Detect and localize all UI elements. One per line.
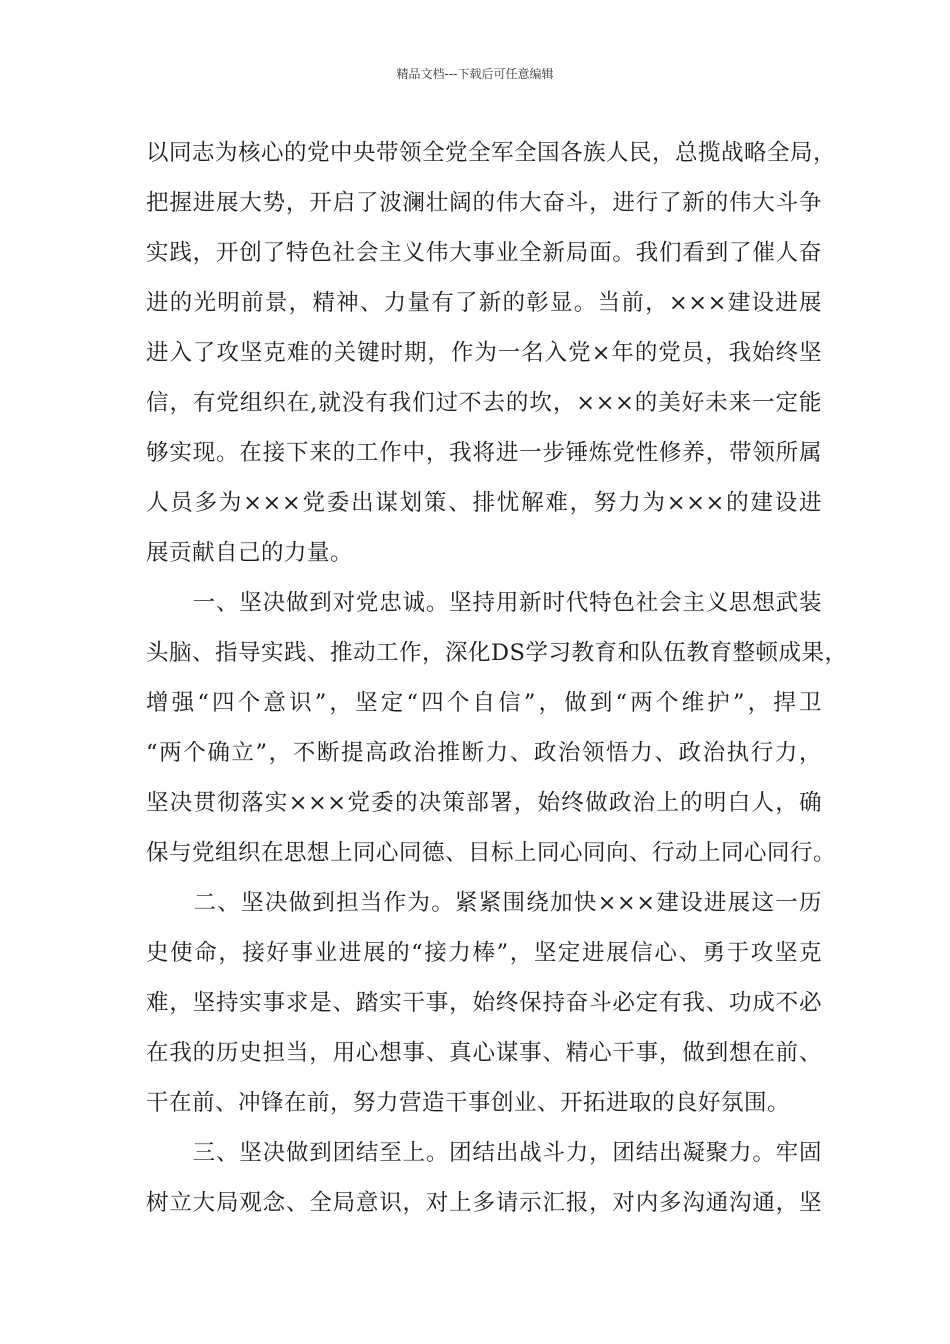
text-line: 以同志为核心的党中央带领全党全军全国各族人民，总揽战略全局， (146, 140, 837, 166)
text-line: 把握进展大势，开启了波澜壮阔的伟大奋斗，进行了新的伟大斗争 (146, 190, 822, 216)
text-line: 进入了攻坚克难的关键时期，作为一名入党×年的党员，我始终坚 (146, 340, 822, 366)
document-body (146, 128, 848, 1228)
text-line: 干在前、冲锋在前，努力营造干事创业、开拓进取的良好氛围。 (146, 1090, 791, 1116)
text-line: 增强“四个意识”，坚定“四个自信”，做到“两个维护”，捍卫 (146, 690, 822, 716)
text-line: 坚决贯彻落实×××党委的决策部署，始终做政治上的明白人，确 (146, 790, 822, 816)
text-line: 难，坚持实事求是、踏实干事，始终保持奋斗必定有我、功成不必 (146, 990, 822, 1016)
text-line: 进的光明前景，精神、力量有了新的彰显。当前，×××建设进展 (146, 290, 822, 316)
page-header: 精品文档---下载后可任意编辑 (396, 67, 554, 81)
text-line: 人员多为×××党委出谋划策、排忧解难，努力为×××的建设进 (146, 490, 822, 516)
text-line: “两个确立”，不断提高政治推断力、政治领悟力、政治执行力， (146, 740, 822, 766)
text-line: 史使命，接好事业进展的“接力棒”，坚定进展信心、勇于攻坚克 (146, 940, 822, 966)
text-line: 保与党组织在思想上同心同德、目标上同心同向、行动上同心同行。 (146, 840, 837, 866)
text-line: 信，有党组织在,就没有我们过不去的坎，×××的美好未来一定能 (146, 390, 822, 416)
text-line: 二、坚决做到担当作为。紧紧围绕加快×××建设进展这一历 (146, 890, 822, 916)
text-line: 够实现。在接下来的工作中，我将进一步锤炼党性修养，带领所属 (146, 440, 822, 466)
text-line: 三、坚决做到团结至上。团结出战斗力，团结出凝聚力。牢固 (146, 1140, 822, 1166)
text-line: 树立大局观念、全局意识，对上多请示汇报，对内多沟通沟通，坚 (146, 1190, 822, 1216)
text-line: 在我的历史担当，用心想事、真心谋事、精心干事，做到想在前、 (146, 1040, 822, 1066)
text-line: 展贡献自己的力量。 (146, 540, 354, 566)
text-line: 一、坚决做到对党忠诚。坚持用新时代特色社会主义思想武装 (146, 590, 822, 616)
text-line: 实践，开创了特色社会主义伟大事业全新局面。我们看到了催人奋 (146, 240, 822, 266)
text-line: 头脑、指导实践、推动工作，深化DS学习教育和队伍教育整顿成果， (146, 640, 848, 666)
